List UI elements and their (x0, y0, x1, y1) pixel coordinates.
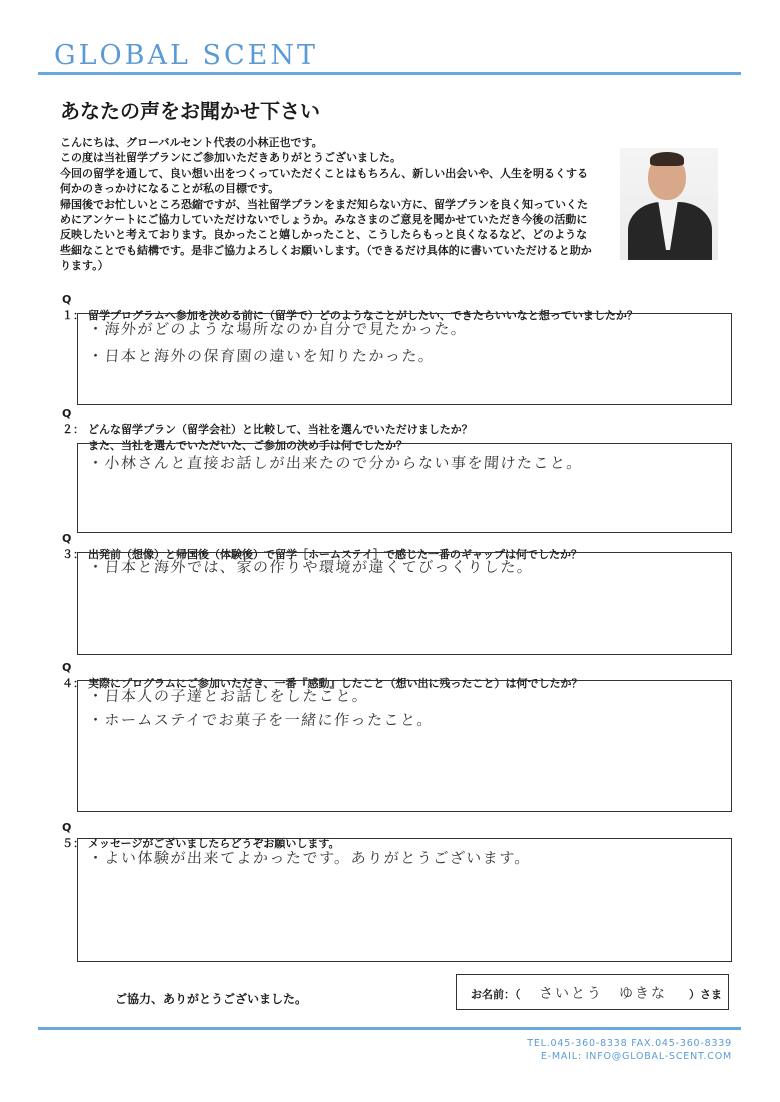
handwritten-answer: ・小林さんと直接お話しが出来たので分からない事を聞けたこと。 (87, 454, 584, 472)
handwritten-answer: ・日本と海外の保育園の違いを知りたかった。 (87, 347, 436, 365)
intro-line: 今回の留学を通して、良い想い出をつくっていただくことはもちろん、新しい出会いや、人生を明るくする (60, 166, 588, 180)
question-5-label: Q５： メッセージがございましたらどうぞお願いします。 (62, 821, 340, 850)
answer-box-5 (77, 838, 732, 962)
bottom-divider (38, 1027, 741, 1030)
intro-text (60, 135, 605, 274)
handwritten-answer: ・海外がどのような場所なのか自分で見たかった。 (87, 320, 469, 338)
name-label: お名前：（ (471, 988, 521, 1001)
name-suffix: ）さま (689, 988, 722, 1001)
intro-line: めにアンケートにご協力していただけないでしょうか。みなさまのご意見を聞かせていただき今後の活動に (60, 213, 588, 227)
intro-line: 些細なことでも結構です。是非ご協力よろしくお願いします。（できるだけ具体的に書いていただけると助か (60, 243, 592, 257)
brand-logo: GLOBAL SCENT (54, 40, 318, 71)
answer-box-3 (77, 552, 732, 655)
contact-phone-fax: TEL.045-360-8338 FAX.045-360-8339 (527, 1038, 732, 1049)
handwritten-answer: ・日本と海外では、家の作りや環境が違くてびっくりした。 (87, 558, 535, 576)
handwritten-answer: ・日本人の子達とお話しをしたこと。 (87, 687, 370, 705)
intro-line: こんにちは、グローバルセント代表の小林正也です。 (60, 136, 323, 149)
intro-line: ります。） (60, 259, 109, 273)
question-3-label: Q３： 出発前（想像）と帰国後（体験後）で留学［ホームステイ］で感じた一番のギャップは何でしたか？ (62, 532, 583, 561)
answer-box-4 (77, 680, 732, 812)
intro-line: この度は当社留学プランにご参加いただきありがとうございました。 (60, 151, 401, 165)
answer-box-2 (77, 443, 732, 533)
name-value: さいとう ゆきな (539, 986, 667, 1002)
page-title: あなたの声をお聞かせ下さい (60, 99, 320, 123)
question-4-label: Q４： 実際にプログラムにご参加いただき、一番『感動』したこと（想い出に残ったこと）は何でしたか？ (62, 661, 583, 690)
question-2-label: Q２： どんな留学プラン（留学会社）と比較して、当社を選んでいただけましたか？ また、当社を選んでいただいた、ご参加の決め手は何でしたか？ (62, 407, 473, 452)
name-box (456, 974, 729, 1010)
portrait-photo (620, 148, 718, 260)
handwritten-answer: ・よい体験が出来てよかったです。ありがとうございます。 (87, 849, 532, 867)
intro-line: 反映したいと考えております。良かったこと嬉しかったこと、こうしたらもっと良くなるなど、どのような (60, 228, 588, 242)
question-1-label: Q１： 留学プログラムへ参加を決める前に（留学で）どのようなことがしたい、できたらいいなと想っていましたか？ (62, 293, 638, 322)
thanks-message: ご協力、ありがとうございました。 (115, 992, 308, 1006)
intro-line: 何かのきっかけになることが私の目標です。 (60, 182, 280, 196)
answer-box-1 (77, 313, 732, 405)
top-divider (38, 72, 741, 75)
handwritten-answer: ・ホームステイでお菓子を一緒に作ったこと。 (87, 711, 434, 729)
intro-line: 帰国後でお忙しいところ恐縮ですが、当社留学プランをまだ知らない方に、留学プランを良く知っていくた (60, 197, 588, 211)
contact-email: E-MAIL: INFO@GLOBAL-SCENT.COM (540, 1051, 732, 1062)
